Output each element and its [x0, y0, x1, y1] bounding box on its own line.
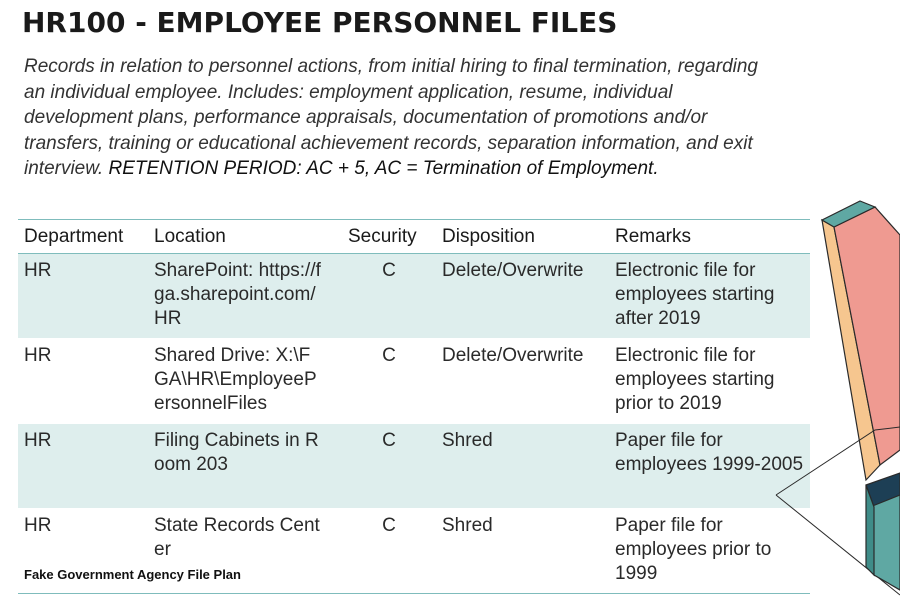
header-disposition: Disposition: [436, 220, 609, 254]
location-text: SharePoint: https://fga.sharepoint.com/HR: [154, 260, 321, 329]
record-description: [24, 54, 764, 182]
header-security: Security: [342, 220, 436, 254]
table-row: [18, 339, 810, 424]
cell-security: C: [342, 424, 436, 509]
page-title: HR100 - EMPLOYEE PERSONNEL FILES: [22, 6, 618, 39]
cell-remarks: Electronic file for employees starting after 2019: [609, 254, 810, 339]
cell-disposition: Delete/Overwrite: [436, 339, 609, 424]
header-remarks: Remarks: [609, 220, 810, 254]
header-department: Department: [18, 220, 148, 254]
cell-department: HR: [18, 339, 148, 424]
cell-security: C: [342, 509, 436, 594]
cell-security: C: [342, 254, 436, 339]
header-location: Location: [148, 220, 342, 254]
cell-department: HR: [18, 254, 148, 339]
cell-remarks: Paper file for employees 1999-2005: [609, 424, 810, 509]
description-text: Records in relation to personnel actions, from initial hiring to final termination, regarding an individual employee. Includes: employment application, resume, individual development plans, performance appraisals, documentation of promotions and/or transfers, training or educational achievement records, separation information, and exit interview.: [24, 56, 758, 179]
cell-location: [148, 254, 342, 339]
cell-department: HR: [18, 424, 148, 509]
retention-period: RETENTION PERIOD: AC + 5, AC = Termination of Employment.: [108, 158, 659, 179]
footer-agency-label: Fake Government Agency File Plan: [24, 567, 241, 582]
cell-location: [148, 339, 342, 424]
cell-department: HR: [18, 509, 148, 594]
cell-disposition: Delete/Overwrite: [436, 254, 609, 339]
cell-remarks: Paper file for employees prior to 1999: [609, 509, 810, 594]
table-row: [18, 254, 810, 339]
cell-disposition: Shred: [436, 509, 609, 594]
cell-remarks: Electronic file for employees starting prior to 2019: [609, 339, 810, 424]
location-text: State Records Center: [154, 515, 320, 560]
cell-security: C: [342, 339, 436, 424]
location-text: Shared Drive: X:\FGA\HR\EmployeePersonnelFiles: [154, 345, 317, 414]
table-header-row: [18, 220, 810, 254]
decorative-illustration: [770, 195, 900, 600]
cell-location: [148, 424, 342, 509]
file-plan-table: [18, 219, 810, 594]
cell-disposition: Shred: [436, 424, 609, 509]
table-row: [18, 424, 810, 509]
location-text: Filing Cabinets in Room 203: [154, 430, 319, 475]
